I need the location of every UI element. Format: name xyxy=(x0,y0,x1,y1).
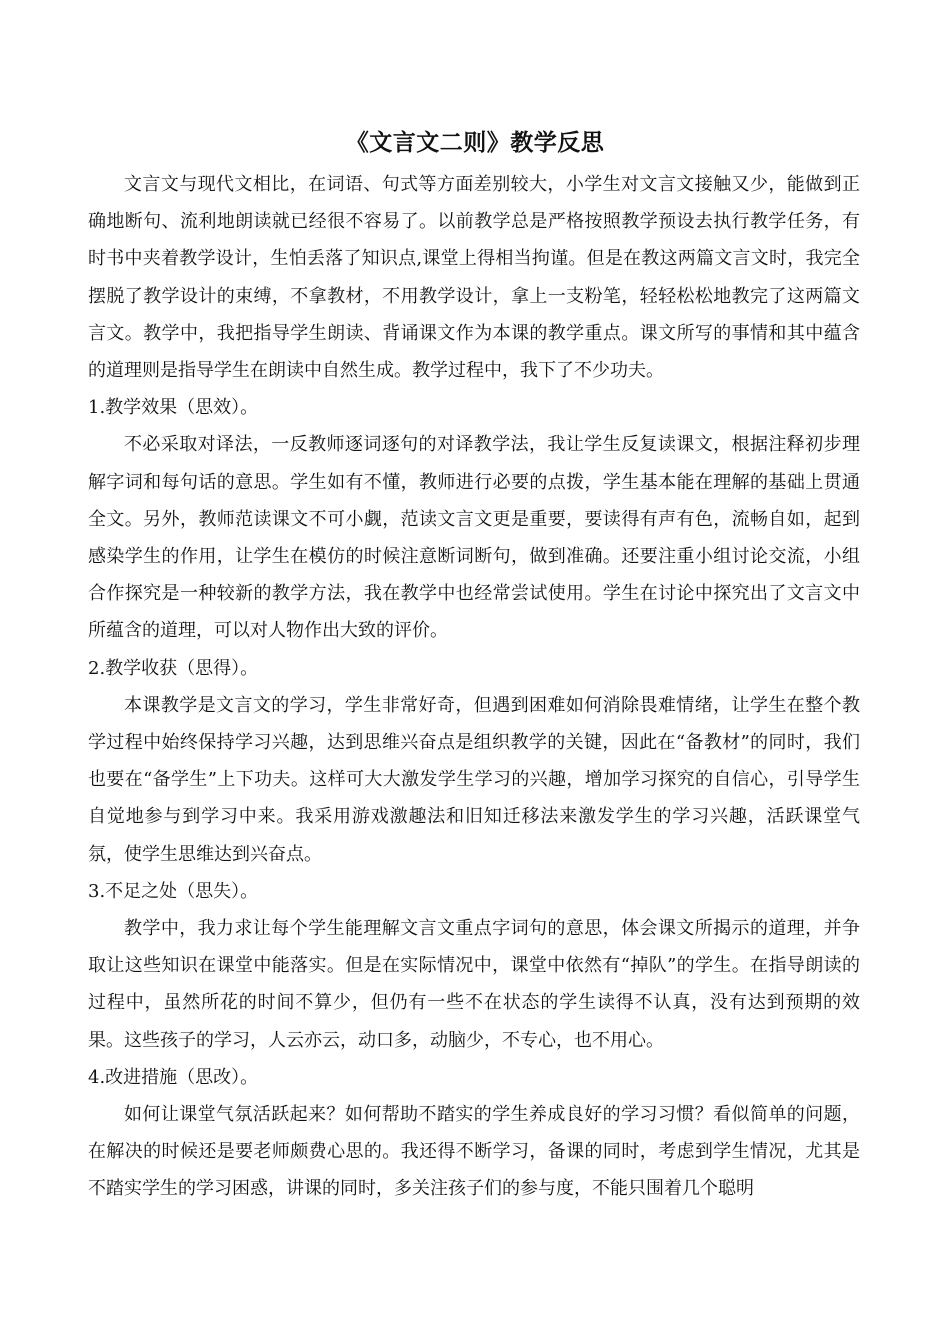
section-heading: 3.不足之处（思失）。 xyxy=(88,880,259,902)
section-heading: 4.改进措施（思改）。 xyxy=(88,1066,259,1088)
section-paragraph: 本课教学是文言文的学习，学生非常好奇，但遇到困难如何消除畏难情绪，让学生在整个教学过程中始终保持学习兴趣，达到思维兴奋点是组织教学的关键，因此在“备教材”的同时，我们也要在“备学生”上下功夫。这样可大大激发学生学习的兴趣，增加学习探究的自信心，引导学生自觉地参与到学习中来。我采用游戏激趣法和旧知迁移法来激发学生的学习兴趣，活跃课堂气氛，使学生思维达到兴奋点。 xyxy=(88,694,860,865)
document-title: 《文言文二则》教学反思 xyxy=(345,130,605,156)
section-heading: 2.教学收获（思得）。 xyxy=(88,657,259,679)
section-shortcomings xyxy=(88,873,860,1059)
section-improvements xyxy=(88,1059,860,1208)
section-heading: 1.教学效果（思效）。 xyxy=(88,397,259,419)
intro-paragraph: 文言文与现代文相比，在词语、句式等方面差别较大，小学生对文言文接触又少，能做到正确地断句、流利地朗读就已经很不容易了。以前教学总是严格按照教学预设去执行教学任务，有时书中夹着教学设计，生怕丢落了知识点,课堂上得相当拘谨。但是在教这两篇文言文时，我完全摆脱了教学设计的束缚，不拿教材，不用教学设计，拿上一支粉笔，轻轻松松地教完了这两篇文言文。教学中，我把指导学生朗读、背诵课文作为本课的教学重点。课文所写的事情和其中蕴含的道理则是指导学生在朗读中自然生成。教学过程中，我下了不少功夫。 xyxy=(88,174,860,382)
document-body xyxy=(88,166,860,1208)
section-effect xyxy=(88,389,860,649)
section-paragraph: 不必采取对译法，一反教师逐词逐句的对译教学法，我让学生反复读课文，根据注释初步理解字词和每句话的意思。学生如有不懂，教师进行必要的点拨，学生基本能在理解的基础上贯通全文。另外，教师范读课文不可小觑，范读文言文更是重要，要读得有声有色，流畅自如，起到感染学生的作用，让学生在模仿的时候注意断词断句，做到准确。还要注重小组讨论交流，小组合作探究是一种较新的教学方法，我在教学中也经常尝试使用。学生在讨论中探究出了文言文中所蕴含的道理，可以对人物作出大致的评价。 xyxy=(88,434,860,642)
section-gains xyxy=(88,650,860,873)
section-paragraph: 如何让课堂气氛活跃起来？如何帮助不踏实的学生养成良好的学习习惯？看似简单的问题，在解决的时候还是要老师颇费心思的。我还得不断学习，备课的同时，考虑到学生情况，尤其是不踏实学生的学习困惑，讲课的同时，多关注孩子们的参与度，不能只围着几个聪明 xyxy=(88,1104,860,1200)
section-paragraph: 教学中，我力求让每个学生能理解文言文重点字词句的意思，体会课文所揭示的道理，并争取让这些知识在课堂中能落实。但是在实际情况中，课堂中依然有“掉队”的学生。在指导朗读的过程中，虽然所花的时间不算少，但仍有一些不在状态的学生读得不认真，没有达到预期的效果。这些孩子的学习，人云亦云，动口多，动脑少，不专心，也不用心。 xyxy=(88,918,860,1051)
